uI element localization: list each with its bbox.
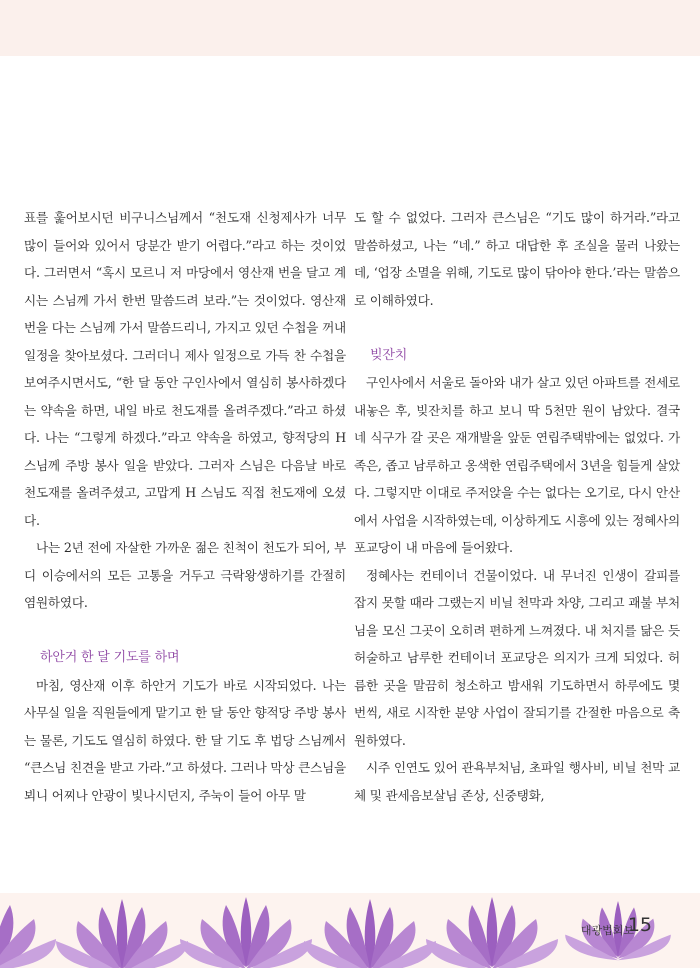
publication-name: 대광법회보 — [580, 924, 634, 937]
left-paragraph-3: 마침, 영산재 이후 하안거 기도가 바로 시작되었다. 나는 사무실 일을 직원들에게 맡기고 한 달 동안 향적당 주방 봉사는 물론, 기도도 열심히 하였다. 한 달 기도 후 법당 스님께서 “큰스님 친견을 받고 가라.”고 하셨다. 그러나 막상 큰스님을 뵈니 어찌나 안광이 빛나시던지, 주눅이 들어 아무 말 — [24, 677, 346, 803]
left-column — [24, 204, 346, 809]
section-heading-bitjanchi: 빚잔치 — [370, 347, 408, 363]
section-heading-haangeo: 하안거 한 달 기도를 하며 — [40, 650, 180, 665]
left-paragraph-1: 표를 훑어보시던 비구니스님께서 “천도재 신청제사가 너무 많이 들어와 있어서 당분간 받기 어렵다.”라고 하는 것이었다. 그러면서 “혹시 모르니 저 마당에서 영산재 번을 달고 계시는 스님께 가서 한번 말씀드려 보라.”는 것이었다. 영산재 번을 다는 스님께 가서 말씀드리니, 가지고 있던 수첩을 꺼내 일정을 찾아보셨다. 그러더니 제사 일정으로 가득 찬 수첩을 보여주시면서도, “한 달 동안 구인사에서 열심히 봉사하겠다는 약속을 하면, 내일 바로 천도재를 올려주겠다.”라고 하셨다. 나는 “그렇게 하겠다.”라고 약속을 하였고, 향적당의 H 스님께 주방 봉사 일을 받았다. 그러자 스님은 다음날 바로 천도재를 올려주셨고, 고맙게 H 스님도 직접 천도재에 오셨다. — [24, 210, 346, 528]
top-band — [0, 0, 700, 56]
left-paragraph-2: 나는 2년 전에 자살한 가까운 젊은 친척이 천도가 되어, 부디 이승에서의 모든 고통을 거두고 극락왕생하기를 간절히 염원하였다. — [24, 540, 346, 610]
right-paragraph-2: 구인사에서 서울로 돌아와 내가 살고 있던 아파트를 전세로 내놓은 후, 빚잔치를 하고 보니 딱 5천만 원이 남았다. 결국 네 식구가 갈 곳은 재개발을 앞둔 연립주택밖에는 없었다. 가족은, 좁고 남루하고 옹색한 연립주택에서 3년을 힘들게 살았다. 그렇지만 이대로 주저앉을 수는 없다는 오기로, 다시 안산에서 사업을 시작하였는데, 이상하게도 시흥에 있는 정혜사의 포교당이 내 마음에 들어왔다. — [354, 375, 680, 555]
right-paragraph-3: 정혜사는 컨테이너 건물이었다. 내 무너진 인생이 갈피를 잡지 못할 때라 그랬는지 비닐 천막과 차양, 그리고 괘불 부처님을 모신 그곳이 오히려 편하게 느껴졌다. 내 처지를 닮은 듯 허술하고 남루한 컨테이너 포교당은 의지가 크게 되었다. 허름한 곳을 말끔히 청소하고 밤새워 기도하면서 하루에도 몇 번씩, 새로 시작한 분양 사업이 잘되기를 간절한 마음으로 축원하였다. — [354, 567, 680, 748]
page-number: 15 — [627, 914, 652, 936]
right-column — [354, 204, 680, 809]
right-paragraph-4: 시주 인연도 있어 관욕부처님, 초파일 행사비, 비닐 천막 교체 및 관세음보살님 존상, 신중탱화, — [354, 760, 680, 803]
right-paragraph-1: 도 할 수 없었다. 그러자 큰스님은 “기도 많이 하거라.”라고 말씀하셨고, 나는 “네.” 하고 대답한 후 조실을 물러 나왔는데, ‘업장 소멸을 위해, 기도로 많이 닦아야 한다.’라는 말씀으로 이해하였다. — [354, 210, 680, 308]
